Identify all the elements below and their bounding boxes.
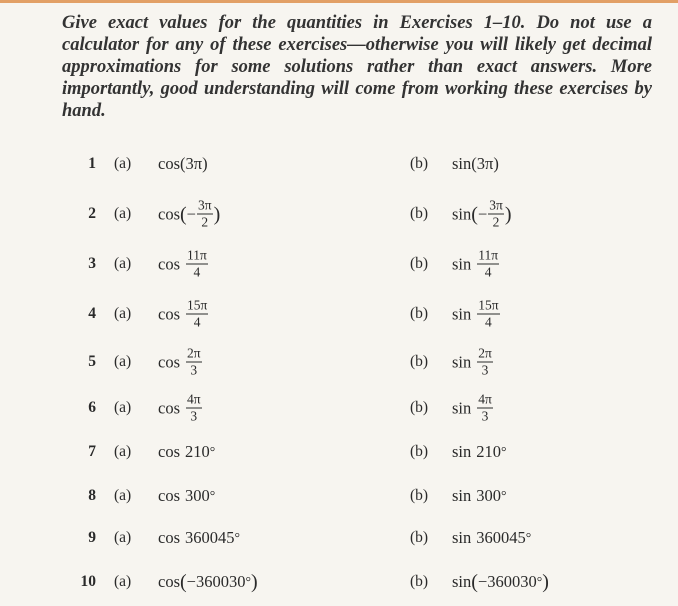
function-name: sin xyxy=(452,204,472,223)
degree-symbol: ° xyxy=(209,444,216,459)
degree-value: 210 xyxy=(185,442,210,461)
function-name: sin xyxy=(452,154,472,173)
part-b-label: (b) xyxy=(410,399,429,416)
part-a-expression xyxy=(158,249,209,280)
minus-sign: − xyxy=(186,204,196,223)
part-b-label: (b) xyxy=(410,155,429,172)
part-b-expression xyxy=(452,528,531,548)
fraction xyxy=(477,393,493,424)
function-name: cos xyxy=(158,254,180,273)
exercise-number: 5 xyxy=(88,353,96,370)
part-b-expression xyxy=(452,442,507,462)
part-b-label: (b) xyxy=(410,443,429,460)
degree-value: 360045 xyxy=(476,528,526,547)
part-b-expression xyxy=(452,249,500,280)
exercise-row xyxy=(0,430,678,474)
fraction xyxy=(477,249,499,280)
exercise-row xyxy=(0,192,678,236)
function-name: cos xyxy=(158,352,180,371)
fraction xyxy=(186,393,202,424)
exercise-number: 1 xyxy=(88,155,96,172)
function-name: cos xyxy=(158,154,180,173)
numerator: 4π xyxy=(478,391,492,407)
exercise-row xyxy=(0,242,678,286)
function-name: sin xyxy=(452,528,472,547)
degree-value: 300 xyxy=(185,486,210,505)
degree-symbol: ° xyxy=(536,574,543,589)
degree-value: 300 xyxy=(476,486,502,505)
exercise-row xyxy=(0,142,678,186)
exercise-number: 7 xyxy=(88,443,96,460)
numerator: 2π xyxy=(478,345,492,361)
denominator: 3 xyxy=(481,362,489,378)
header-rule xyxy=(0,0,678,3)
denominator: 4 xyxy=(193,314,201,330)
part-a-label: (a) xyxy=(114,205,132,222)
argument: (3π) xyxy=(180,154,208,173)
degree-symbol: ° xyxy=(245,574,251,589)
part-a-label: (a) xyxy=(114,573,132,590)
part-a-label: (a) xyxy=(114,353,132,370)
fraction xyxy=(477,347,493,378)
fraction xyxy=(477,299,499,330)
function-name: sin xyxy=(452,572,472,591)
exercise-number: 2 xyxy=(88,205,96,222)
function-name: cos xyxy=(158,442,180,461)
function-name: cos xyxy=(158,204,180,223)
fraction xyxy=(197,199,213,230)
part-a-expression xyxy=(158,393,203,424)
part-a-label: (a) xyxy=(114,529,132,546)
function-name: sin xyxy=(452,398,472,417)
part-b-label: (b) xyxy=(410,573,429,590)
exercise-number: 4 xyxy=(88,305,96,322)
exercise-row xyxy=(0,340,678,384)
denominator: 4 xyxy=(484,264,492,280)
function-name: cos xyxy=(158,398,180,417)
function-name: sin xyxy=(452,486,472,505)
function-name: sin xyxy=(452,304,472,323)
part-a-expression: cos ( − $\frac{3\pi}{2}$ ) xyxy=(158,197,221,230)
denominator: 2 xyxy=(492,214,500,230)
fraction xyxy=(186,347,202,378)
function-name: cos xyxy=(158,572,180,591)
denominator: 3 xyxy=(190,362,198,378)
denominator: 3 xyxy=(190,408,198,424)
fraction xyxy=(186,249,208,280)
degree-value: 360045 xyxy=(185,528,235,547)
part-b-label: (b) xyxy=(410,255,429,272)
part-a-expression xyxy=(158,299,209,330)
part-a-label: (a) xyxy=(114,487,132,504)
part-a-label: (a) xyxy=(114,155,132,172)
minus-sign: − xyxy=(477,204,488,223)
numerator: 15π xyxy=(478,297,499,313)
function-name: sin xyxy=(452,442,472,461)
part-b-expression xyxy=(452,347,494,378)
exercise-row xyxy=(0,560,678,604)
part-b-label: (b) xyxy=(410,487,429,504)
function-name: cos xyxy=(158,528,180,547)
denominator: 4 xyxy=(193,264,201,280)
fraction xyxy=(488,199,504,230)
argument: (3π) xyxy=(471,154,499,173)
part-b-expression xyxy=(452,486,507,506)
numerator: 15π xyxy=(187,297,208,313)
part-b-expression xyxy=(452,393,494,424)
exercise-row xyxy=(0,386,678,430)
part-a-expression xyxy=(158,442,215,462)
numerator: 3π xyxy=(197,197,212,213)
degree-value: −360030 xyxy=(186,572,246,591)
part-b-label: (b) xyxy=(410,529,429,546)
part-a-expression xyxy=(158,347,203,378)
numerator: 11π xyxy=(478,247,499,263)
degree-symbol: ° xyxy=(501,444,507,459)
part-a-expression xyxy=(158,528,240,548)
exercise-number: 9 xyxy=(88,529,96,546)
function-name: cos xyxy=(158,486,180,505)
degree-value: 210 xyxy=(476,442,502,461)
numerator: 2π xyxy=(187,345,201,361)
part-b-expression xyxy=(452,299,501,330)
numerator: 4π xyxy=(187,391,201,407)
function-name: cos xyxy=(158,304,180,323)
degree-symbol: ° xyxy=(501,488,507,503)
denominator: 3 xyxy=(481,408,489,424)
part-b-expression: sin ( − $\frac{3\pi}{2}$ ) xyxy=(452,197,512,230)
exercise-number: 8 xyxy=(88,487,96,504)
denominator: 4 xyxy=(485,314,492,330)
part-b-expression xyxy=(452,154,499,174)
part-a-expression xyxy=(158,154,208,174)
degree-symbol: ° xyxy=(209,488,216,503)
numerator: 3π xyxy=(489,197,503,213)
part-b-label: (b) xyxy=(410,353,429,370)
part-a-label: (a) xyxy=(114,305,132,322)
exercise-row xyxy=(0,516,678,560)
exercise-number: 3 xyxy=(88,255,96,272)
part-b-expression: sin ( −360030 ° ) xyxy=(452,571,549,593)
part-b-label: (b) xyxy=(410,205,429,222)
numerator: 11π xyxy=(187,247,207,263)
exercise-row xyxy=(0,474,678,518)
part-a-expression xyxy=(158,486,215,506)
denominator: 2 xyxy=(201,214,209,230)
function-name: sin xyxy=(452,352,472,371)
degree-symbol: ° xyxy=(234,530,240,545)
degree-value: −360030 xyxy=(477,572,537,591)
part-b-label: (b) xyxy=(410,305,429,322)
exercise-number: 10 xyxy=(80,573,96,590)
part-a-label: (a) xyxy=(114,443,132,460)
degree-symbol: ° xyxy=(525,530,532,545)
function-name: sin xyxy=(452,254,472,273)
fraction xyxy=(186,299,208,330)
exercise-row xyxy=(0,292,678,336)
part-a-label: (a) xyxy=(114,399,132,416)
part-a-expression: cos ( −360030 ° ) xyxy=(158,571,258,593)
part-a-label: (a) xyxy=(114,255,132,272)
exercise-number: 6 xyxy=(88,399,96,416)
instructions-paragraph: Give exact values for the quantities in Exercises 1–10. Do not use a calculator for any of these exercises—otherwise you will likely get decimal approximations for some solutions rather than exact answers. More importantly, good understanding will come from working these exercises by hand. xyxy=(62,13,652,121)
